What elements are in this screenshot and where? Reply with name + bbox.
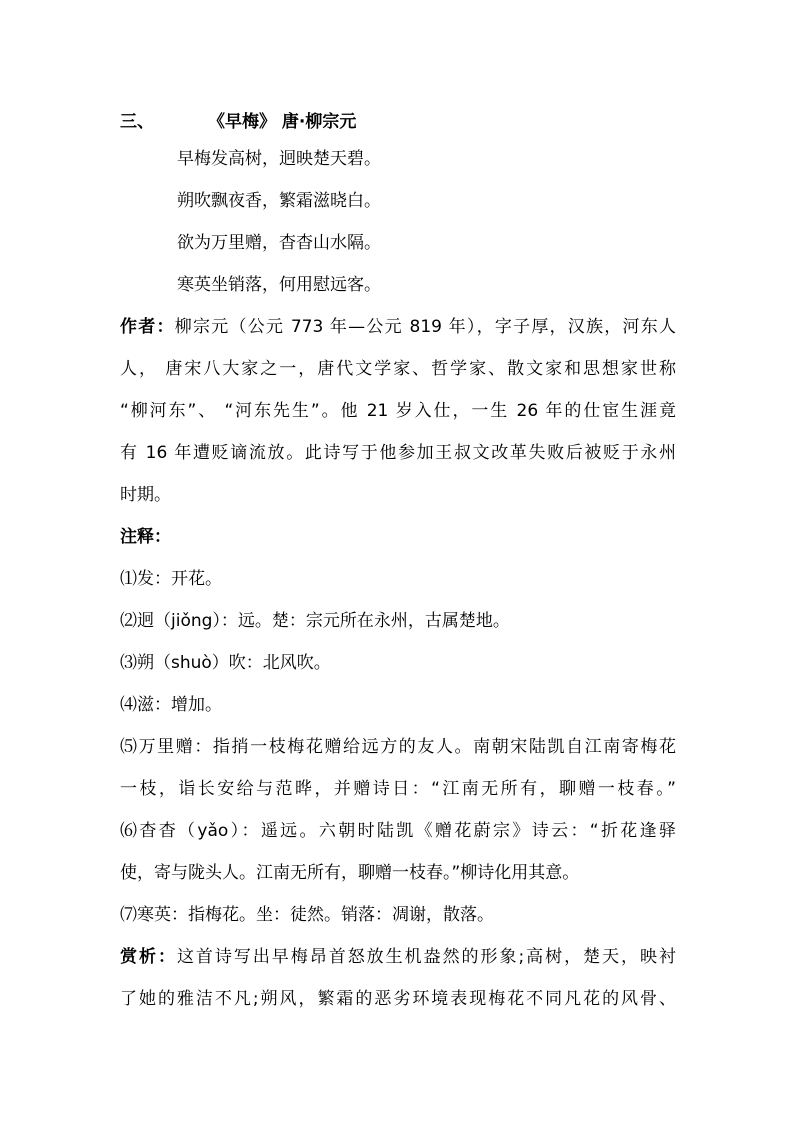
note-line: ⑹杳杳（yǎo）：遥远。六朝时陆凯《赠花蔚宗》诗云：“折花逢驿 (120, 821, 676, 841)
section-number: 三、 (120, 112, 154, 132)
poem-title: 《早梅》 唐·柳宗元 (208, 112, 357, 132)
poem-line: 欲为万里赠，杳杳山水隔。 (177, 233, 381, 253)
notes-label: 注释： (120, 527, 171, 547)
appreciation-line (120, 946, 676, 968)
appreciation-label: 赏析： (120, 947, 177, 967)
author-line: 时期。 (120, 485, 171, 505)
author-line: “柳河东”、 “河东先生”。他 21 岁入仕，一生 26 年的仕宦生涯竟 (120, 401, 676, 421)
note-line: 使，寄与陇头人。江南无所有，聊赠一枝春。”柳诗化用其意。 (120, 863, 580, 883)
author-text: 柳宗元（公元 773 年—公元 819 年），字子厚，汉族，河东人 (174, 317, 677, 337)
note-line: ⑵迥（jiǒng）：远。楚：宗元所在永州，古属楚地。 (120, 611, 510, 631)
note-line: ⑷滋：增加。 (120, 695, 222, 715)
note-line: 一枝，诣长安给与范晔，并赠诗日：“江南无所有，聊赠一枝春。” (120, 779, 676, 799)
note-line: ⑸万里赠：指捎一枝梅花赠给远方的友人。南朝宋陆凯自江南寄梅花 (120, 737, 676, 757)
author-line (120, 316, 676, 338)
poem-line: 早梅发高树，迥映楚天碧。 (177, 149, 381, 169)
appreciation-text: 这首诗写出早梅昂首怒放生机盎然的形象;高树，楚天，映衬 (176, 947, 677, 967)
note-line: ⑴发：开花。 (120, 569, 222, 589)
poem-line: 朔吹飘夜香，繁霜滋晓白。 (177, 191, 381, 211)
poem-line: 寒英坐销落，何用慰远客。 (177, 275, 381, 295)
note-line: ⑶朔（shuò）吹：北风吹。 (120, 653, 331, 673)
appreciation-line: 了她的雅洁不凡;朔风，繁霜的恶劣环境表现梅花不同凡花的风骨、 (120, 989, 676, 1009)
note-line: ⑺寒英：指梅花。坐：徒然。销落：凋谢，散落。 (120, 905, 494, 925)
author-line: 人， 唐宋八大家之一，唐代文学家、哲学家、散文家和思想家世称 (120, 359, 676, 379)
author-label: 作者： (120, 317, 175, 337)
author-line: 有 16 年遭贬谪流放。此诗写于他参加王叔文改革失败后被贬于永州 (120, 443, 676, 463)
